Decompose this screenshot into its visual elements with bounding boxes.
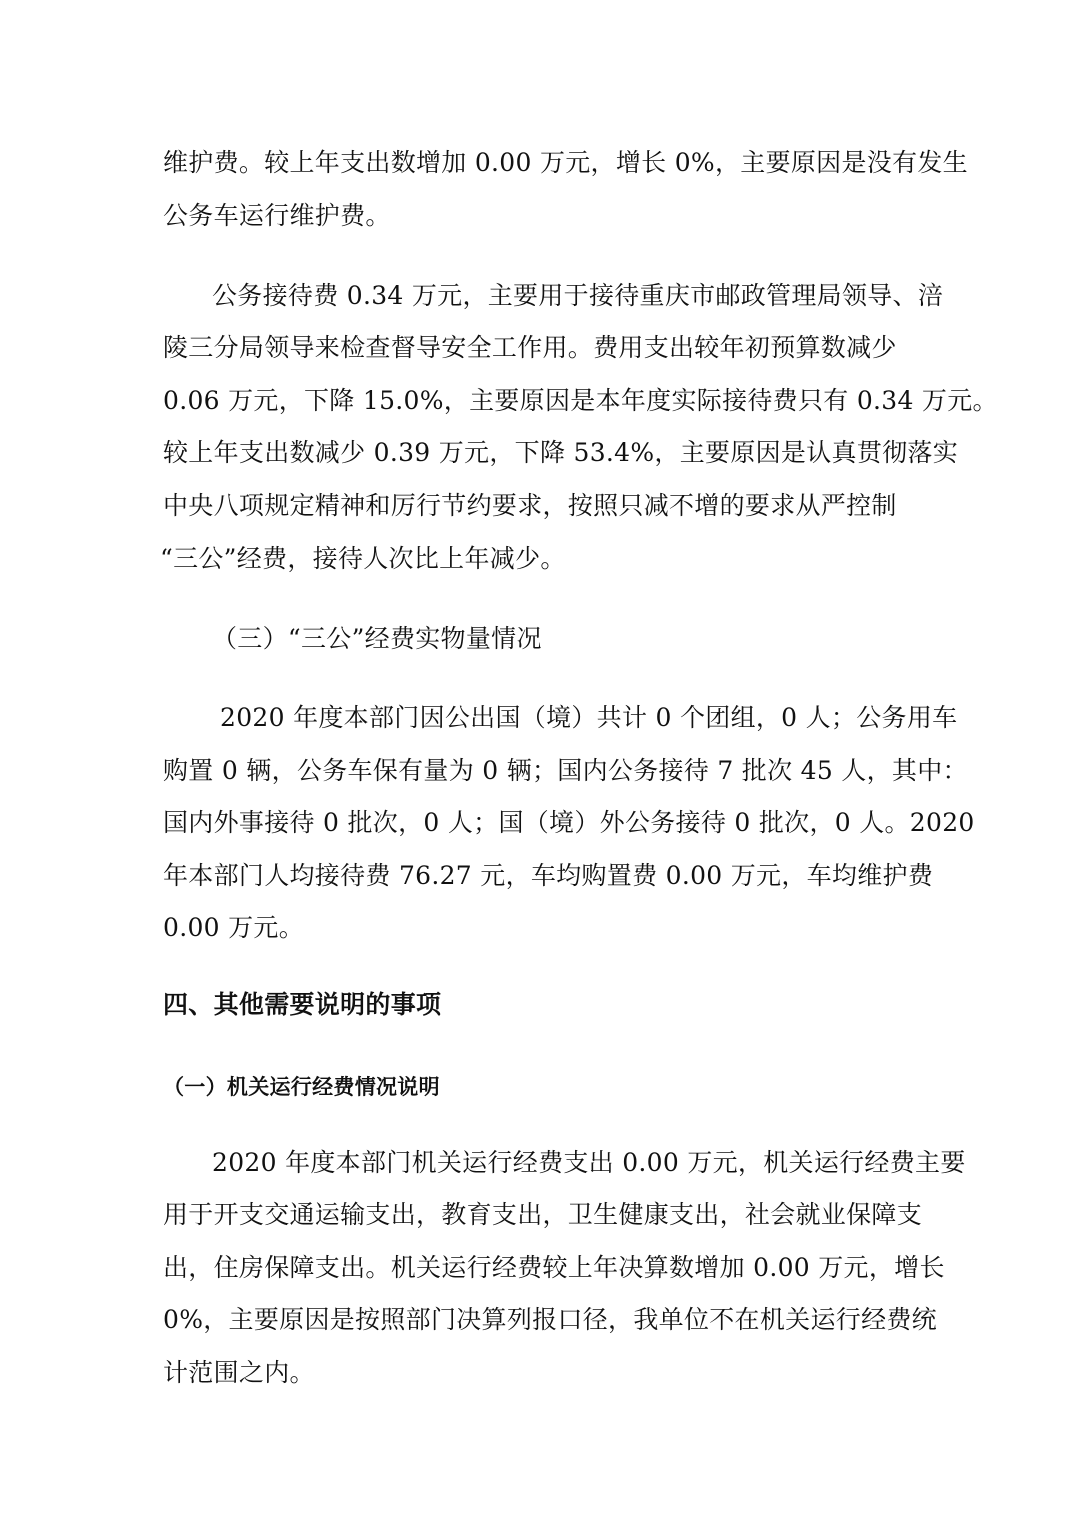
paragraph-line: 公务车运行维护费。 bbox=[163, 201, 391, 230]
paragraph-line: 中央八项规定精神和厉行节约要求，按照只减不增的要求从严控制 bbox=[163, 491, 897, 520]
paragraph-line: 出，住房保障支出。机关运行经费较上年决算数增加 0.00 万元，增长 bbox=[163, 1253, 945, 1282]
section-title: （三）“三公”经费实物量情况 bbox=[212, 624, 542, 653]
paragraph-line: 0%，主要原因是按照部门决算列报口径，我单位不在机关运行经费统 bbox=[163, 1305, 937, 1334]
paragraph-line: 购置 0 辆，公务车保有量为 0 辆；国内公务接待 7 批次 45 人，其中： bbox=[163, 756, 968, 785]
paragraph-line: 2020 年度本部门因公出国（境）共计 0 个团组，0 人；公务用车 bbox=[220, 703, 958, 732]
paragraph-line: 陵三分局领导来检查督导安全工作用。费用支出较年初预算数减少 bbox=[163, 333, 897, 362]
paragraph-line: 0.00 万元。 bbox=[163, 913, 305, 942]
paragraph-line: 0.06 万元，下降 15.0%，主要原因是本年度实际接待费只有 0.34 万元。 bbox=[163, 386, 998, 415]
paragraph-line: 公务接待费 0.34 万元，主要用于接待重庆市邮政管理局领导、涪 bbox=[212, 281, 944, 310]
paragraph-line: “三公”经费，接待人次比上年减少。 bbox=[160, 544, 566, 573]
paragraph-line: 2020 年度本部门机关运行经费支出 0.00 万元，机关运行经费主要 bbox=[212, 1148, 966, 1177]
paragraph-line: 年本部门人均接待费 76.27 元，车均购置费 0.00 万元，车均维护费 bbox=[163, 861, 934, 890]
subsection-heading: （一）机关运行经费情况说明 bbox=[163, 1075, 440, 1099]
paragraph-line: 国内外事接待 0 批次，0 人；国（境）外公务接待 0 批次，0 人。2020 bbox=[163, 808, 975, 837]
paragraph-line: 维护费。较上年支出数增加 0.00 万元，增长 0%，主要原因是没有发生 bbox=[163, 148, 968, 177]
paragraph-line: 较上年支出数减少 0.39 万元，下降 53.4%，主要原因是认真贯彻落实 bbox=[163, 438, 959, 467]
paragraph-line: 计范围之内。 bbox=[163, 1358, 315, 1387]
paragraph-line: 用于开支交通运输支出，教育支出，卫生健康支出，社会就业保障支 bbox=[163, 1200, 923, 1229]
chapter-heading: 四、其他需要说明的事项 bbox=[163, 990, 442, 1019]
